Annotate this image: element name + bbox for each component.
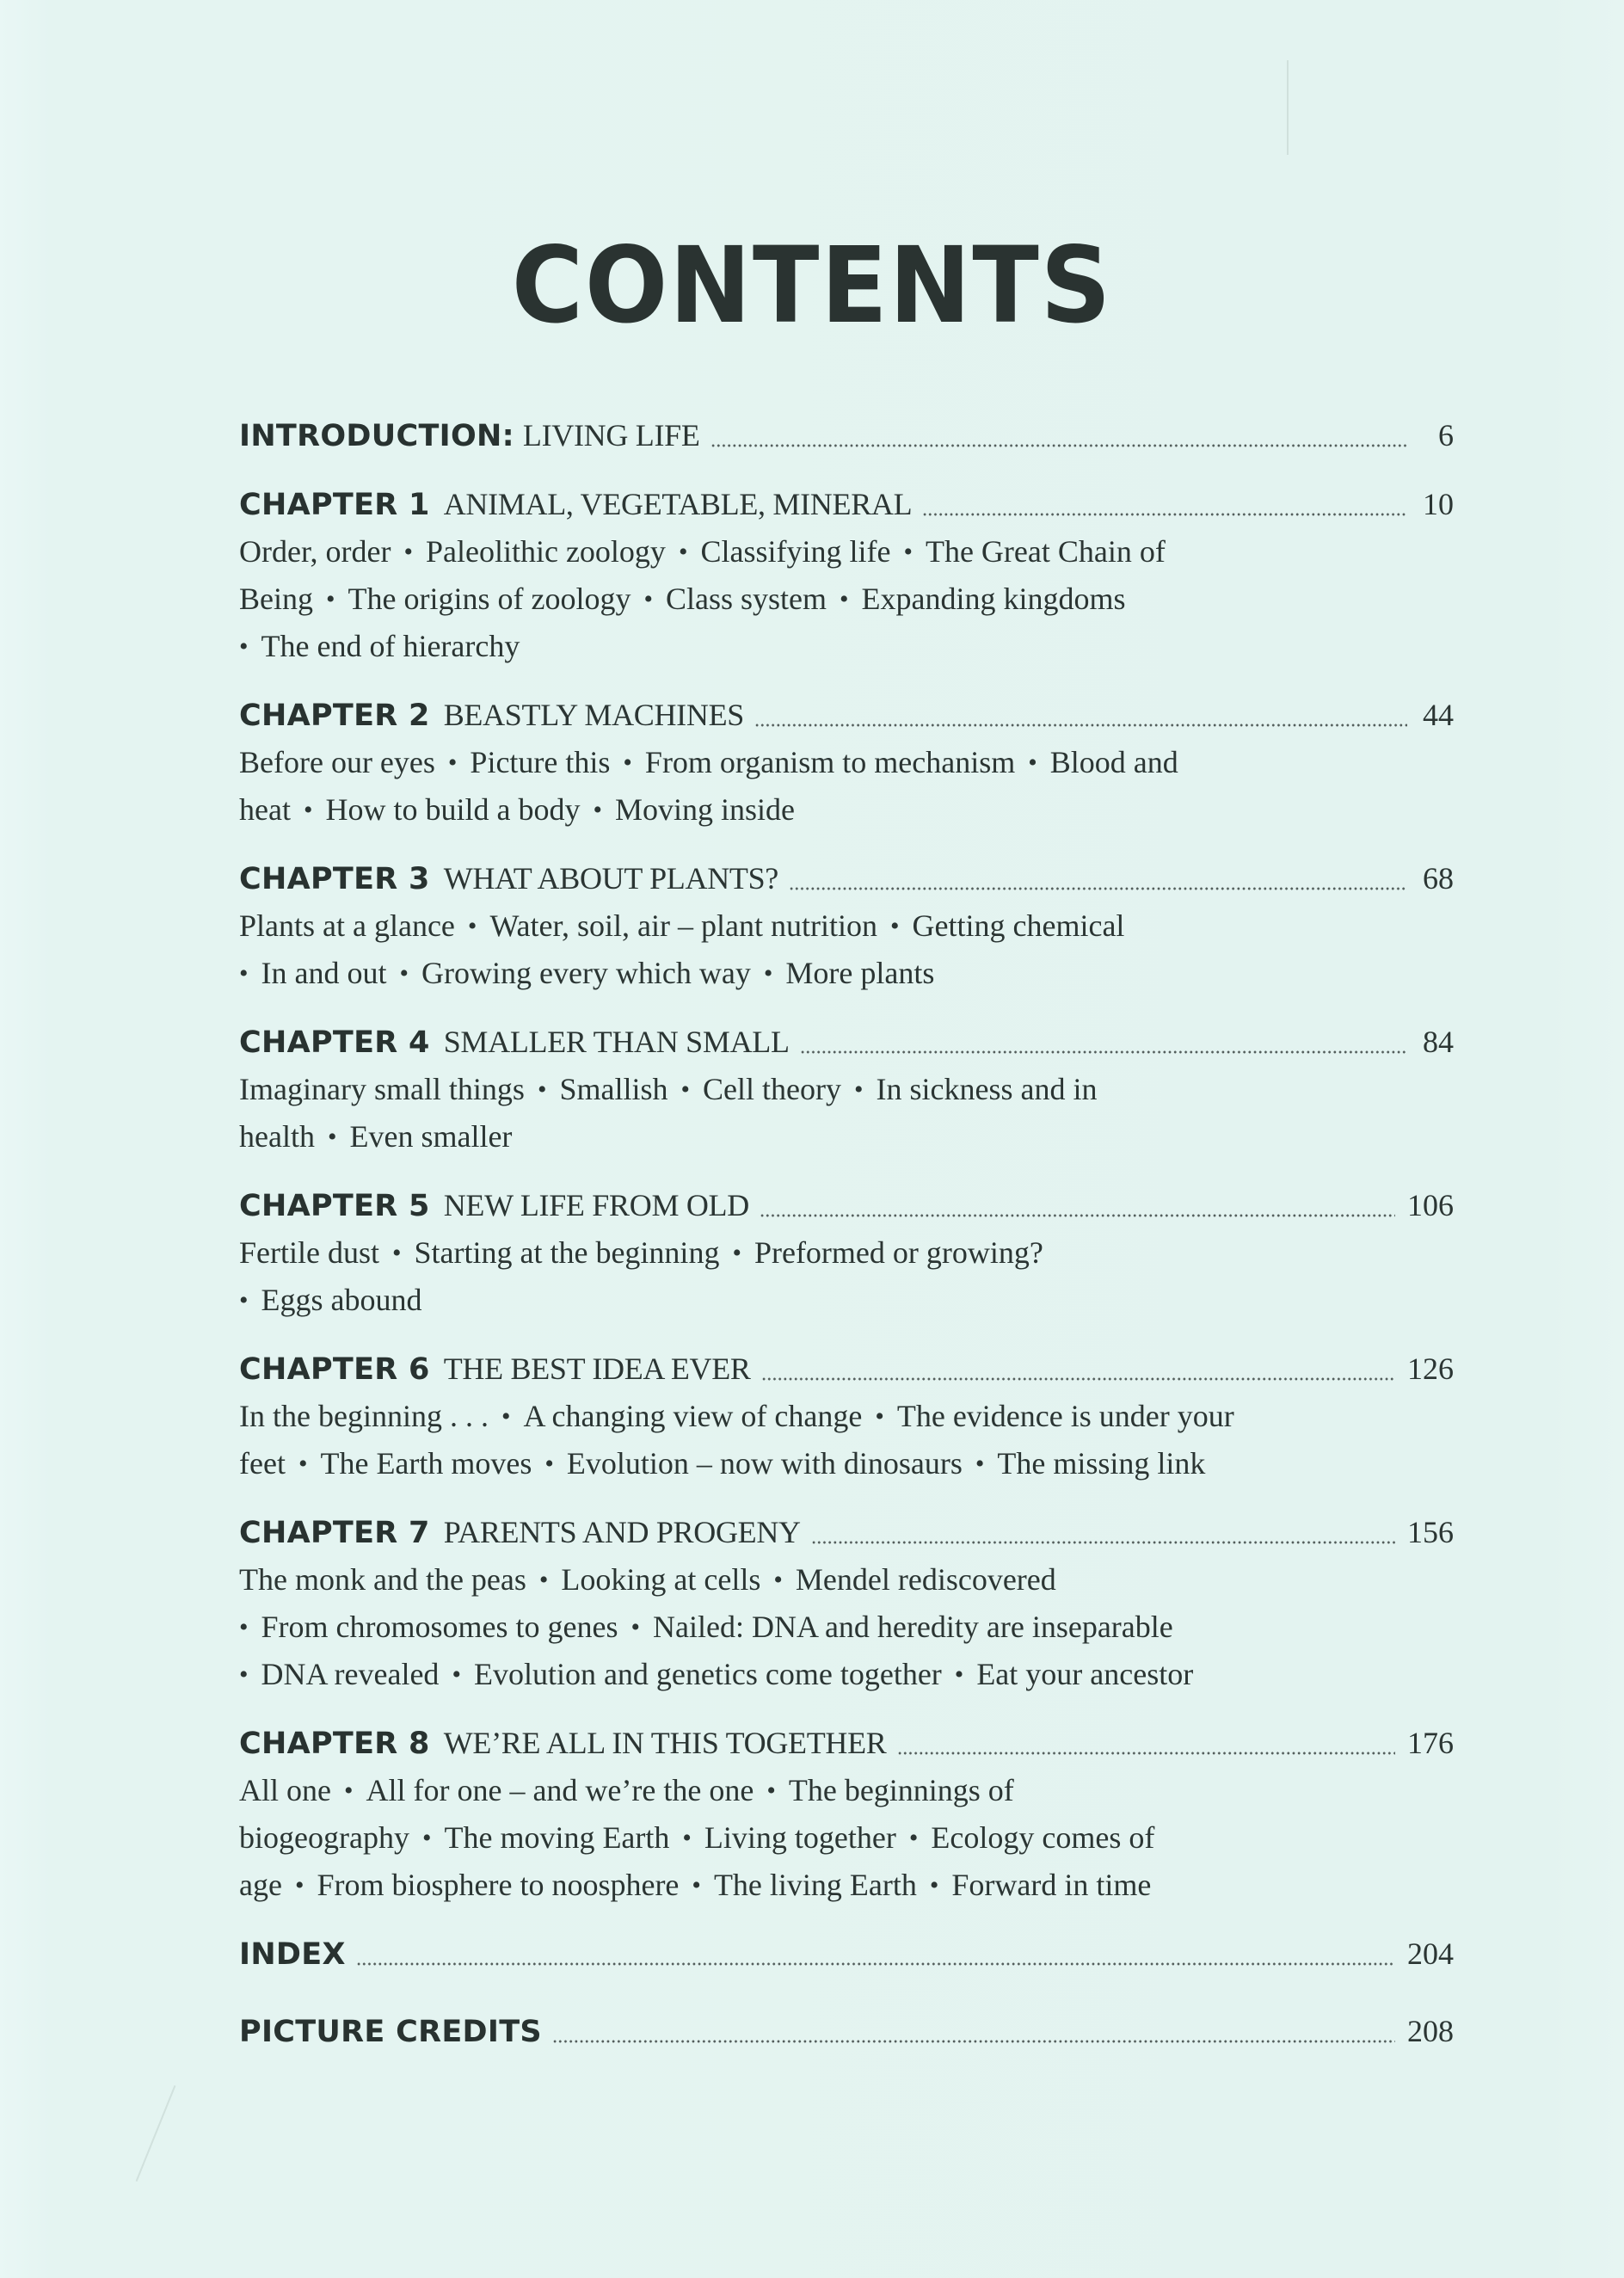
topic-line <box>239 786 1383 834</box>
bullet-separator-icon: • <box>391 1239 402 1267</box>
entry-label: INDEX <box>239 1937 346 1972</box>
topic-line <box>239 1277 1383 1324</box>
page-number: 204 <box>1407 1936 1454 1971</box>
page-number: 208 <box>1407 2014 1454 2048</box>
page-number: 68 <box>1423 861 1454 896</box>
topic-item[interactable]: The monk and the peas <box>239 1562 526 1597</box>
topic-item[interactable]: Eggs abound <box>261 1283 422 1317</box>
topic-line <box>239 1814 1383 1862</box>
toc-entry-chapter-8[interactable] <box>239 1719 1454 1909</box>
topic-item[interactable]: Class system <box>665 582 827 616</box>
dot-leader <box>789 887 1407 890</box>
topic-item[interactable]: The moving Earth <box>444 1820 670 1855</box>
toc-entry-chapter-5[interactable] <box>239 1181 1454 1324</box>
bullet-separator-icon: • <box>1028 748 1037 777</box>
bullet-separator-icon: • <box>954 1660 964 1689</box>
bullet-separator-icon: • <box>680 1075 691 1104</box>
bullet-separator-icon: • <box>303 796 313 824</box>
page-title: CONTENTS <box>511 225 1113 347</box>
topic-line <box>239 1556 1383 1604</box>
bullet-separator-icon: • <box>421 1824 432 1852</box>
chapter-number: CHAPTER 3 <box>239 862 430 896</box>
topic-item[interactable]: The beginnings of <box>788 1773 1014 1807</box>
chapter-topics <box>239 902 1383 997</box>
topic-item[interactable]: Ecology comes of <box>931 1820 1155 1855</box>
topic-item[interactable]: Fertile dust <box>239 1235 379 1270</box>
table-of-contents <box>239 404 1454 2055</box>
toc-entry-introduction[interactable] <box>239 411 1454 459</box>
dot-leader <box>356 1962 1395 1966</box>
topic-line <box>239 1767 1383 1814</box>
bullet-separator-icon: • <box>678 538 688 566</box>
bullet-separator-icon: • <box>327 1123 337 1151</box>
topic-line <box>239 950 1383 997</box>
topic-item[interactable]: Before our eyes <box>239 745 435 779</box>
bullet-separator-icon: • <box>298 1450 308 1478</box>
entry-title: LIVING LIFE <box>522 418 700 453</box>
dot-leader <box>811 1541 1395 1544</box>
bullet-separator-icon: • <box>643 585 653 613</box>
dot-leader <box>800 1050 1407 1054</box>
toc-entry-chapter-3[interactable] <box>239 854 1454 997</box>
chapter-topics <box>239 1556 1383 1698</box>
topic-line <box>239 739 1383 786</box>
entry-label: PICTURE CREDITS <box>239 2015 542 2049</box>
page-number: 126 <box>1407 1351 1454 1386</box>
chapter-topics <box>239 1767 1383 1909</box>
bullet-separator-icon: • <box>623 748 632 777</box>
chapter-title: BEASTLY MACHINES <box>443 698 744 732</box>
topic-item[interactable]: The origins of zoology <box>348 582 631 616</box>
entry-label: INTRODUCTION: <box>239 419 514 453</box>
topic-item[interactable]: From organism to mechanism <box>644 745 1016 779</box>
chapter-title: THE BEST IDEA EVER <box>443 1351 751 1386</box>
toc-entry-chapter-2[interactable] <box>239 691 1454 834</box>
chapter-number: CHAPTER 7 <box>239 1516 430 1550</box>
bullet-separator-icon: • <box>239 1613 249 1641</box>
topic-item[interactable]: biogeography <box>239 1820 409 1855</box>
bullet-separator-icon: • <box>908 1824 919 1852</box>
topic-line <box>239 902 1383 950</box>
bullet-separator-icon: • <box>452 1660 461 1689</box>
chapter-topics <box>239 1393 1383 1487</box>
bullet-separator-icon: • <box>239 1660 249 1689</box>
chapter-topics <box>239 1066 1383 1161</box>
toc-entry-index[interactable] <box>239 1930 1454 1978</box>
topic-item[interactable]: All one <box>239 1773 331 1807</box>
chapter-number: CHAPTER 6 <box>239 1352 430 1387</box>
chapter-topics <box>239 739 1383 834</box>
topic-item[interactable]: Starting at the beginning <box>414 1235 720 1270</box>
bullet-separator-icon: • <box>501 1402 511 1431</box>
topic-line <box>239 576 1383 623</box>
bullet-separator-icon: • <box>903 538 913 566</box>
topic-item[interactable]: In the beginning . . . <box>239 1399 489 1433</box>
dot-leader <box>897 1752 1395 1755</box>
bullet-separator-icon: • <box>763 959 773 988</box>
topic-item[interactable]: Living together <box>704 1820 896 1855</box>
topic-item[interactable]: feet <box>239 1446 286 1481</box>
topic-item[interactable]: The missing link <box>997 1446 1206 1481</box>
page-number: 10 <box>1423 487 1454 521</box>
bullet-separator-icon: • <box>732 1239 741 1267</box>
toc-entry-chapter-6[interactable] <box>239 1345 1454 1487</box>
topic-line <box>239 528 1383 576</box>
bullet-separator-icon: • <box>773 1566 783 1594</box>
toc-entry-chapter-7[interactable] <box>239 1508 1454 1698</box>
topic-item[interactable]: Imaginary small things <box>239 1072 525 1106</box>
bullet-separator-icon: • <box>294 1871 304 1899</box>
topic-item[interactable]: Smallish <box>559 1072 668 1106</box>
topic-item[interactable]: Paleolithic zoology <box>425 534 666 569</box>
topic-item[interactable]: health <box>239 1119 315 1154</box>
bullet-separator-icon: • <box>399 959 409 988</box>
topic-item[interactable]: age <box>239 1868 282 1902</box>
bullet-separator-icon: • <box>766 1776 776 1805</box>
page-number: 44 <box>1423 698 1454 732</box>
chapter-number: CHAPTER 1 <box>239 488 430 522</box>
chapter-topics <box>239 1229 1383 1324</box>
chapter-list <box>239 480 1454 1909</box>
topic-item[interactable]: The Earth moves <box>320 1446 532 1481</box>
bullet-separator-icon: • <box>239 959 249 988</box>
topic-item[interactable]: Moving inside <box>614 792 795 827</box>
topic-item[interactable]: A changing view of change <box>523 1399 863 1433</box>
bullet-separator-icon: • <box>447 748 458 777</box>
bullet-separator-icon: • <box>631 1613 640 1641</box>
topic-item[interactable]: heat <box>239 792 291 827</box>
chapter-title: WE’RE ALL IN THIS TOGETHER <box>443 1726 887 1760</box>
dot-leader <box>761 1377 1395 1381</box>
bullet-separator-icon: • <box>544 1450 554 1478</box>
page-number: 84 <box>1423 1025 1454 1059</box>
topic-item[interactable]: Water, soil, air – plant nutrition <box>489 908 877 943</box>
topic-item[interactable]: Even smaller <box>349 1119 513 1154</box>
topic-item[interactable]: Growing every which way <box>421 956 751 990</box>
topic-item[interactable]: Getting chemical <box>912 908 1125 943</box>
topic-line <box>239 1393 1383 1440</box>
topic-item[interactable]: More plants <box>785 956 935 990</box>
topic-line <box>239 1604 1383 1651</box>
chapter-number: CHAPTER 8 <box>239 1727 430 1761</box>
bullet-separator-icon: • <box>538 1566 549 1594</box>
topic-line <box>239 1651 1383 1698</box>
bullet-separator-icon: • <box>593 796 602 824</box>
topic-item[interactable]: Picture this <box>470 745 611 779</box>
topic-item[interactable]: Looking at cells <box>561 1562 761 1597</box>
page-number: 176 <box>1407 1726 1454 1760</box>
bullet-separator-icon: • <box>692 1871 701 1899</box>
topic-item[interactable]: In and out <box>261 956 387 990</box>
scan-artifact-line <box>136 2085 176 2182</box>
dot-leader <box>922 513 1407 516</box>
topic-item[interactable]: Mendel rediscovered <box>795 1562 1056 1597</box>
topic-item[interactable]: All for one – and we’re the one <box>366 1773 754 1807</box>
topic-item[interactable]: Evolution – now with dinosaurs <box>566 1446 963 1481</box>
topic-line <box>239 1113 1383 1161</box>
topic-line <box>239 1229 1383 1277</box>
page-number: 106 <box>1407 1188 1454 1222</box>
chapter-title: ANIMAL, VEGETABLE, MINERAL <box>443 487 913 521</box>
topic-item[interactable]: DNA revealed <box>261 1657 440 1691</box>
bullet-separator-icon: • <box>853 1075 864 1104</box>
dot-leader <box>754 723 1407 727</box>
topic-item[interactable]: From chromosomes to genes <box>261 1610 618 1644</box>
bullet-separator-icon: • <box>403 538 413 566</box>
topic-item[interactable]: Eat your ancestor <box>976 1657 1194 1691</box>
page-number: 6 <box>1438 418 1454 453</box>
topic-item[interactable]: Being <box>239 582 313 616</box>
topic-item[interactable]: How to build a body <box>325 792 581 827</box>
bullet-separator-icon: • <box>239 632 249 661</box>
topic-item[interactable]: In sickness and in <box>876 1072 1098 1106</box>
bullet-separator-icon: • <box>467 912 477 940</box>
topic-item[interactable]: Evolution and genetics come together <box>473 1657 942 1691</box>
topic-item[interactable]: From biosphere to noosphere <box>317 1868 680 1902</box>
chapter-title: PARENTS AND PROGENY <box>443 1515 801 1549</box>
bullet-separator-icon: • <box>326 585 335 613</box>
topic-item[interactable]: Classifying life <box>700 534 891 569</box>
chapter-number: CHAPTER 2 <box>239 699 430 733</box>
chapter-topics <box>239 528 1383 670</box>
bullet-separator-icon: • <box>875 1402 884 1431</box>
topic-item[interactable]: Expanding kingdoms <box>861 582 1126 616</box>
chapter-title: NEW LIFE FROM OLD <box>443 1188 749 1222</box>
topic-item[interactable]: Preformed or growing? <box>754 1235 1043 1270</box>
dot-leader <box>710 444 1407 447</box>
bullet-separator-icon: • <box>840 585 849 613</box>
chapter-number: CHAPTER 4 <box>239 1025 430 1060</box>
topic-item[interactable]: The end of hierarchy <box>261 629 520 663</box>
topic-item[interactable]: Plants at a glance <box>239 908 455 943</box>
toc-entry-chapter-1[interactable] <box>239 480 1454 670</box>
chapter-title: SMALLER THAN SMALL <box>443 1025 790 1059</box>
bullet-separator-icon: • <box>929 1871 939 1899</box>
topic-item[interactable]: Nailed: DNA and heredity are inseparable <box>652 1610 1173 1644</box>
topic-line <box>239 1862 1383 1909</box>
chapter-number: CHAPTER 5 <box>239 1189 430 1223</box>
bullet-separator-icon: • <box>537 1075 547 1104</box>
topic-item[interactable]: The living Earth <box>713 1868 917 1902</box>
bullet-separator-icon: • <box>682 1824 692 1852</box>
topic-item[interactable]: Blood and <box>1049 745 1178 779</box>
bullet-separator-icon: • <box>975 1450 985 1478</box>
topic-line <box>239 623 1383 670</box>
topic-item[interactable]: Cell theory <box>703 1072 841 1106</box>
chapter-title: WHAT ABOUT PLANTS? <box>443 861 778 896</box>
toc-entry-chapter-4[interactable] <box>239 1018 1454 1161</box>
topic-item[interactable]: The evidence is under your <box>896 1399 1234 1433</box>
page-number: 156 <box>1407 1515 1454 1549</box>
topic-item[interactable]: Forward in time <box>951 1868 1152 1902</box>
bullet-separator-icon: • <box>343 1776 354 1805</box>
dot-leader <box>760 1214 1395 1217</box>
topic-item[interactable]: The Great Chain of <box>925 534 1166 569</box>
bullet-separator-icon: • <box>890 912 900 940</box>
scan-artifact-line <box>1287 60 1289 155</box>
dot-leader <box>552 2040 1395 2043</box>
topic-item[interactable]: Order, order <box>239 534 391 569</box>
topic-line <box>239 1066 1383 1113</box>
toc-entry-picture-credits[interactable] <box>239 2007 1454 2055</box>
topic-line <box>239 1440 1383 1487</box>
bullet-separator-icon: • <box>239 1286 249 1314</box>
